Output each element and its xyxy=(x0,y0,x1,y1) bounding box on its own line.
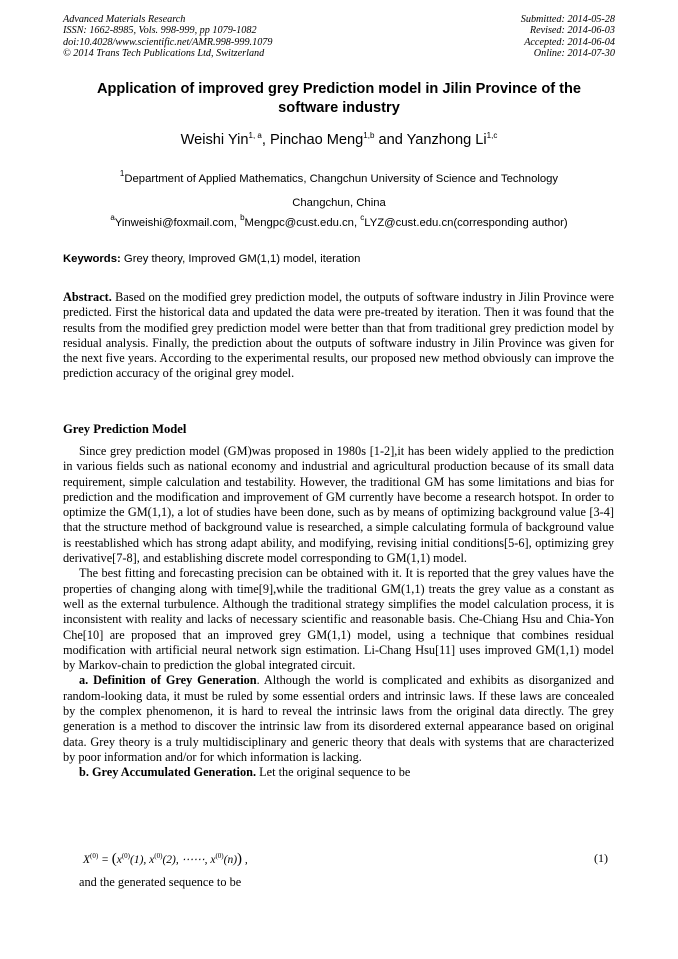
author-affiliation-mark: 1,c xyxy=(486,131,498,140)
author-name: Pinchao Meng xyxy=(269,132,364,148)
subsection-label: b. Grey Accumulated Generation. xyxy=(79,765,257,780)
paragraph: The best fitting and forecasting precision can be obtained with it. It is reported that the grey values have the properties of changing along with time[9],while the traditional GM(1,1) treats the grey value as a constant as well as the external turbulence. Although the traditional strategy simplifies the model calculation process, it is inconsistent with reality and lacks of necessary scientific and reasonable basis. Che-Chiang Hsu and Chia-Yon Che[10] are proposed that an improved grey GM(1,1) model, using a technique that combines residual modification with artificial neural network sign estimation. Li-Chang Hsu[11] uses improved GM(1,1) model by Markov-chain to prediction the global integrated circuit. xyxy=(63,566,614,673)
email-address[interactable]: Yinweishi@foxmail.com, xyxy=(114,217,241,229)
affiliation-mark: 1 xyxy=(119,169,125,178)
author-separator: , xyxy=(261,132,270,148)
keywords xyxy=(63,252,623,266)
email-mark: a xyxy=(110,213,115,222)
section-heading: Grey Prediction Model xyxy=(63,422,187,436)
equation: $X^{(0)} = (x^{(0)}(1)$, $x^{(0)}(2)$, ⋯⋯, $x^{(0)}(n)$) , xyxy=(83,851,248,867)
author-name: Weishi Yin xyxy=(180,132,249,148)
email-mark: b xyxy=(240,213,245,222)
equation-row xyxy=(63,850,614,870)
author-affiliation-mark: 1, a xyxy=(248,131,262,140)
revised-date: Revised: 2014-06-03 xyxy=(529,25,615,37)
journal-header-right xyxy=(521,14,615,60)
abstract-text: Based on the modified grey prediction model, the outputs of software industry in Jilin Province were predicted. First the historical data and updated the data were pre-treated by iteration. Then it was found that the results from the modified grey prediction model were better than that from traditional grey prediction model by residual analysis. Finally, the prediction about the outputs of software industry in Jilin Province was given for the next five years. According to the experimental results, our proposed new method obviously can improve the prediction accuracy of the original grey model. xyxy=(63,290,614,381)
paragraph-text: and the generated sequence to be xyxy=(79,875,242,889)
abstract-label: Abstract. xyxy=(63,290,112,304)
paragraph-text: . Although the world is complicated and exhibits as disorganized and random-looking data, it must be ruled by some essential orders and intrinsic laws. If these laws are concealed by the complex phenomenon, it is hard to reveal the intrinsic laws from the original data directly. The grey generation is a method to discover the intrinsic law from its disordered external appearance based on original data. Grey theory is a truly multidisciplinary and generic theory that deals with systems that are characterized by poor information and/or for which information is lacking. xyxy=(63,673,614,764)
paragraph xyxy=(63,673,614,765)
affiliation-line xyxy=(0,169,678,186)
author-affiliation-mark: 1,b xyxy=(363,131,375,140)
abstract xyxy=(63,290,614,382)
journal-name: Advanced Materials Research xyxy=(63,14,186,25)
email-address[interactable]: LYZ@cust.edu.cn(corresponding author) xyxy=(364,217,568,229)
author-emails xyxy=(0,213,678,230)
subsection-label: a. Definition of Grey Generation xyxy=(79,673,257,688)
paragraph-text: Let the original sequence to be xyxy=(256,765,411,780)
equation-number: (1) xyxy=(594,851,608,865)
author-name: Yanzhong Li xyxy=(406,132,487,148)
email-address[interactable]: Mengpc@cust.edu.cn, xyxy=(244,217,361,229)
online-date: Online: 2014-07-30 xyxy=(533,48,615,60)
journal-header-left xyxy=(63,14,272,60)
paragraph: Since grey prediction model (GM)was proposed in 1980s [1-2],it has been widely applied to the prediction in various fields such as national economy and industrial and agricultural production because of its small data requirement, simple calculation and testability. However, the traditional GM has some limitations and bias for prediction and the modification and improvement of GM currently have become a research hotspot. In order to optimize the GM(1,1), a lot of studies have been done, such as by means of optimizing background value [3-4] that the structure method of background value is researched, a simple calculating formula of background value is reestablished which has strong adapt ability, and modifying, revising initial conditions[5-6], optimizing grey derivative[7-8], and establishing discrete model corresponding to GM(1,1) model. xyxy=(63,444,614,566)
paper-title: Application of improved grey Prediction model in Jilin Province of the software industry xyxy=(96,81,582,116)
affiliation-text: Department of Applied Mathematics, Changchun University of Science and Technology xyxy=(124,173,559,185)
doi-line: doi:10.4028/www.scientific.net/AMR.998-999.1079 xyxy=(63,36,273,48)
accepted-date: Accepted: 2014-06-04 xyxy=(524,36,615,48)
issn-line: ISSN: 1662-8985, Vols. 998-999, pp 1079-1082 xyxy=(63,25,257,37)
submitted-date: Submitted: 2014-05-28 xyxy=(520,14,615,25)
author-list xyxy=(0,130,678,150)
author-separator: and xyxy=(374,132,407,148)
copyright-line: © 2014 Trans Tech Publications Ltd, Switzerland xyxy=(63,48,265,60)
affiliation-city: Changchun, China xyxy=(292,197,386,209)
keywords-label: Keywords: xyxy=(63,253,121,265)
keywords-text: Grey theory, Improved GM(1,1) model, iteration xyxy=(120,253,361,265)
section-body xyxy=(63,444,614,781)
paragraph xyxy=(63,765,614,780)
email-mark: c xyxy=(360,213,365,222)
